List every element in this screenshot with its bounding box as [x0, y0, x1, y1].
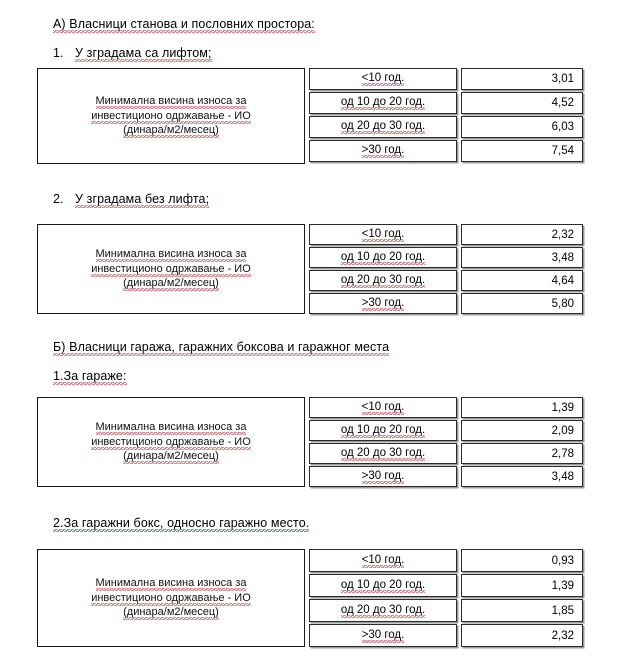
heading-section-b: [53, 340, 389, 355]
heading-a-item-2-number: 2.: [53, 192, 64, 206]
heading-b-item-1-text: 1.За гараже:: [53, 369, 127, 383]
table-rows: [309, 68, 583, 164]
table-row: [309, 599, 583, 624]
period-cell: >30 год.: [309, 466, 457, 487]
table-row: [309, 247, 583, 270]
table-rows: [309, 397, 583, 487]
period-cell: <10 год.: [309, 224, 457, 245]
period-cell: од 20 до 30 год.: [309, 599, 457, 622]
table-row: [309, 224, 583, 247]
amount-cell: 3,01: [461, 68, 583, 90]
table-row: [309, 574, 583, 599]
table-row: [309, 140, 583, 162]
table-row: [309, 270, 583, 293]
heading-a-item-2: [53, 192, 209, 207]
table-garages: [37, 397, 583, 487]
table-row: [309, 466, 583, 487]
period-cell: <10 год.: [309, 397, 457, 418]
heading-b-item-1: [53, 369, 127, 384]
period-cell: <10 год.: [309, 68, 457, 90]
label-line-2: инвестиционо одржавање - ИО: [91, 109, 251, 122]
table-buildings-without-elevator: [37, 224, 583, 314]
amount-cell: 1,39: [461, 574, 583, 597]
table-buildings-with-elevator: [37, 68, 583, 164]
label-line-2: инвестиционо одржавање - ИО: [91, 591, 251, 604]
heading-a-item-1-number: 1.: [53, 46, 64, 60]
amount-cell: 2,09: [461, 420, 583, 441]
amount-cell: 2,32: [461, 624, 583, 647]
amount-cell: 1,85: [461, 599, 583, 622]
period-cell: од 10 до 20 год.: [309, 92, 457, 114]
amount-cell: 6,03: [461, 116, 583, 138]
label-line-3: (динара/м2/месец): [123, 450, 219, 463]
label-line-1: Минимална висина износа за: [95, 421, 247, 434]
period-cell: <10 год.: [309, 549, 457, 572]
amount-cell: 4,64: [461, 270, 583, 291]
heading-b-item-2: [53, 516, 309, 531]
label-line-1: Минимална висина износа за: [95, 248, 247, 261]
amount-cell: 3,48: [461, 466, 583, 487]
label-line-3: (динара/м2/месец): [123, 124, 219, 137]
period-cell: >30 год.: [309, 624, 457, 647]
table-garage-box-or-space: [37, 549, 583, 647]
period-cell: од 10 до 20 год.: [309, 420, 457, 441]
heading-b-item-2-text: 2.За гаражни бокс, односно гаражно место.: [53, 516, 310, 530]
amount-cell: 0,93: [461, 549, 583, 572]
period-cell: од 10 до 20 год.: [309, 574, 457, 597]
table-row: [309, 293, 583, 314]
amount-cell: 4,52: [461, 92, 583, 114]
amount-cell: 2,32: [461, 224, 583, 245]
table-label-cell: [37, 549, 305, 647]
table-label-cell: [37, 68, 305, 164]
amount-cell: 1,39: [461, 397, 583, 418]
period-cell: од 10 до 20 год.: [309, 247, 457, 268]
amount-cell: 7,54: [461, 140, 583, 162]
heading-section-a: [53, 17, 315, 32]
label-line-1: Минимална висина износа за: [95, 95, 247, 108]
period-cell: од 20 до 30 год.: [309, 443, 457, 464]
label-line-2: инвестиционо одржавање - ИО: [91, 435, 251, 448]
amount-cell: 3,48: [461, 247, 583, 268]
table-label-cell: [37, 397, 305, 487]
table-rows: [309, 549, 583, 647]
label-line-2: инвестиционо одржавање - ИО: [91, 262, 251, 275]
table-row: [309, 92, 583, 116]
period-cell: >30 год.: [309, 293, 457, 314]
table-row: [309, 549, 583, 574]
period-cell: >30 год.: [309, 140, 457, 162]
heading-a-item-2-text: У зградама без лифта;: [75, 192, 210, 206]
heading-a-item-1-text: У зградама са лифтом;: [75, 46, 212, 60]
label-line-3: (динара/м2/месец): [123, 277, 219, 290]
heading-section-b-text: Б) Власници гаража, гаражних боксова и гаражног места: [53, 340, 390, 354]
table-label-cell: [37, 224, 305, 314]
amount-cell: 2,78: [461, 443, 583, 464]
table-row: [309, 397, 583, 420]
heading-section-a-text: А) Власници станова и пословних простора:: [53, 17, 315, 31]
period-cell: од 20 до 30 год.: [309, 116, 457, 138]
heading-a-item-1: [53, 46, 212, 61]
table-row: [309, 443, 583, 466]
table-row: [309, 624, 583, 647]
label-line-3: (динара/м2/месец): [123, 606, 219, 619]
table-row: [309, 116, 583, 140]
amount-cell: 5,80: [461, 293, 583, 314]
period-cell: од 20 до 30 год.: [309, 270, 457, 291]
table-row: [309, 420, 583, 443]
table-row: [309, 68, 583, 92]
label-line-1: Минимална висина износа за: [95, 577, 247, 590]
table-rows: [309, 224, 583, 314]
